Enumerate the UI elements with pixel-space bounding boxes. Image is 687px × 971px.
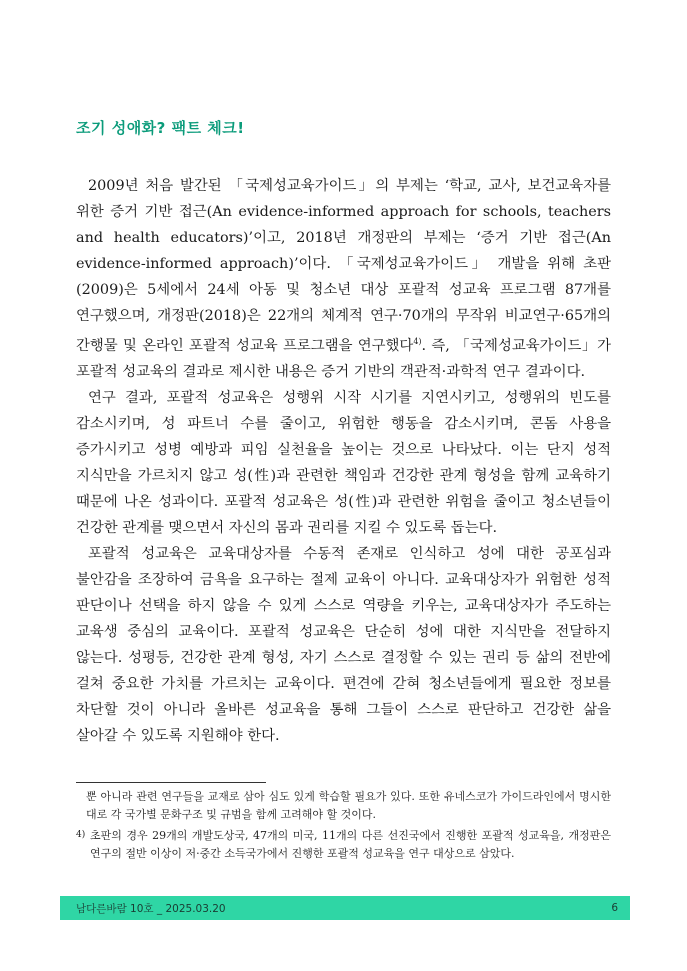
publication-info: 남다른바람 10호 _ 2025.03.20 bbox=[76, 902, 226, 915]
footer-bar bbox=[60, 896, 630, 920]
paragraph: 포괄적 성교육은 교육대상자를 수동적 존재로 인식하고 성에 대한 공포심과 불안감을 조장하여 금욕을 요구하는 절제 교육이 아니다. 교육대상자가 위험한 성적 판단이나 선택을 하지 않을 수 있게 스스로 역량을 키우는, 교육대상자가 주도하는 교육생 중심의 교육이다. 포괄적 성교육은 단순히 성에 대한 지식만을 전달하지 않는다. 성평등, 건강한 관계 형성, 자기 스스로 결정할 수 있는 권리 등 삶의 전반에 걸쳐 중요한 가치를 가르치는 교육이다. 편견에 갇혀 청소년들에게 필요한 정보를 차단할 것이 아니라 올바른 성교육을 통해 그들이 스스로 판단하고 건강한 삶을 살아갈 수 있도록 지원해야 한다. bbox=[76, 545, 611, 744]
footnote-continuation: 뿐 아니라 관련 연구들을 교재로 삼아 심도 있게 학습할 필요가 있다. 또한 유네스코가 가이드라인에서 명시한대로 각 국가별 문화구조 및 규범을 함께 고려해야 할 것이다. bbox=[86, 790, 611, 821]
page-number: 6 bbox=[611, 902, 618, 914]
paragraph-text: 2009년 처음 발간된 「국제성교육가이드」의 부제는 ‘학교, 교사, 보건교육자를 위한 증거 기반 접근(An evidence-informed approach for schools, teachers and health educators)’이고, 2018년 개정판의 부제는 ‘증거 기반 접근(An evidence-informed approach)’이다. 「국제성교육가이드」 개발을 위해 초판(2009)은 5세에서 24세 아동 및 청소년 대상 포괄적 성교육 프로그램 87개를 연구했으며, 개정판(2018)은 22개의 체계적 연구·70개의 무작위 비교연구·65개의 간행물 및 온라인 포괄적 성교육 프로그램을 연구했다 bbox=[76, 178, 611, 354]
paragraph-text-tail: . 즉, 「국제성교육가이드」가 포괄적 성교육의 결과로 제시한 내용은 증거 기반의 객관적·과학적 연구 결과이다. bbox=[76, 337, 612, 380]
paragraph: 연구 결과, 포괄적 성교육은 성행위 시작 시기를 지연시키고, 성행위의 빈도를 감소시키며, 성 파트너 수를 줄이고, 위험한 행동을 감소시키며, 콘돔 사용을 증가시키고 성병 예방과 피임 실천율을 높이는 것으로 나타났다. 이는 단지 성적 지식만을 가르치지 않고 성(性)과 관련한 책임과 건강한 관계 형성을 함께 교육하기 때문에 나온 성과이다. 포괄적 성교육은 성(性)과 관련한 위험을 줄이고 청소년들이 건강한 관계를 맺으면서 자신의 몸과 권리를 지킬 수 있도록 돕는다. bbox=[76, 389, 611, 536]
paragraph bbox=[76, 173, 611, 385]
footnotes bbox=[76, 788, 611, 863]
footnote-number: 4) bbox=[76, 830, 86, 840]
footnote-divider bbox=[76, 782, 266, 783]
footnote-reference[interactable]: 4) bbox=[413, 337, 422, 346]
footnote-item bbox=[76, 827, 611, 863]
footnote-text: 초판의 경우 29개의 개발도상국, 47개의 미국, 11개의 다른 선진국에서 진행한 포괄적 성교육을, 개정판은 연구의 절반 이상이 저·중간 소득국가에서 진행한 포괄적 성교육을 연구 대상으로 삼았다. bbox=[90, 829, 611, 860]
body-text bbox=[76, 173, 611, 749]
section-heading: 조기 성애화? 팩트 체크! bbox=[76, 119, 245, 137]
